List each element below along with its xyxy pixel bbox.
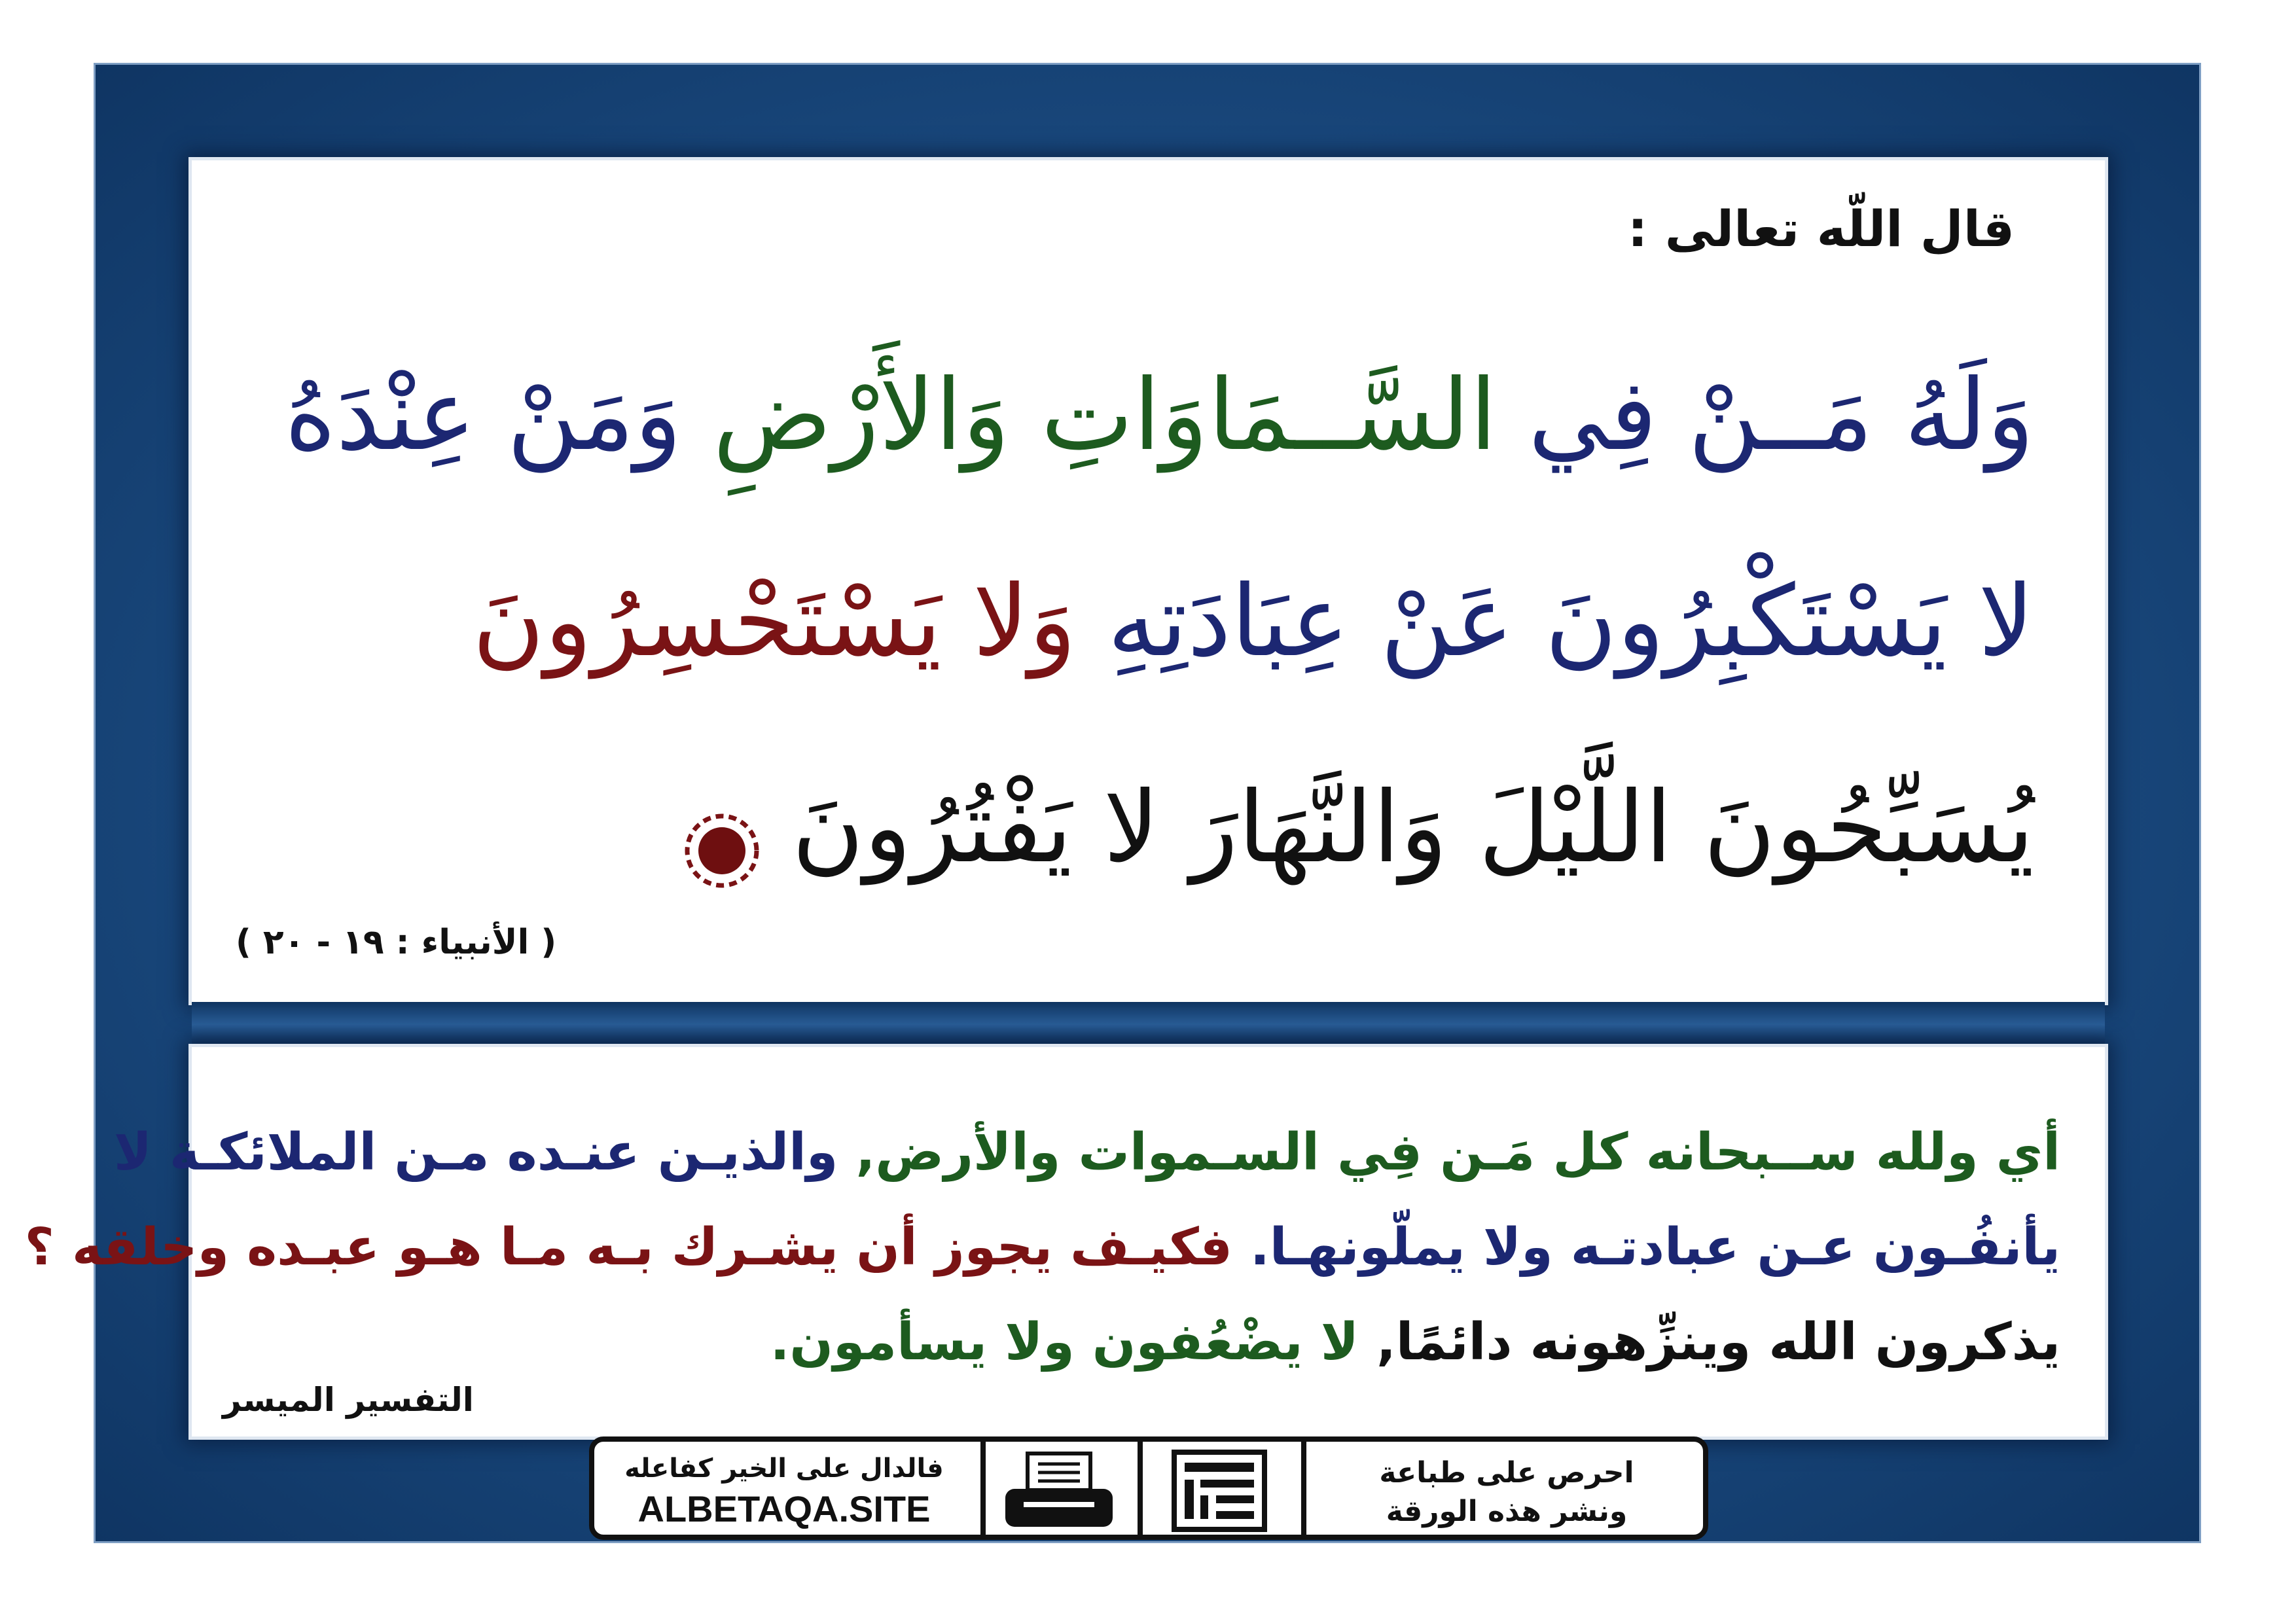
tafsir-segment: يأنفُـون عـن عبادتـه ولا يملّونهـا. [1250, 1218, 2060, 1277]
tafsir-source: التفسير الميسر [223, 1381, 474, 1419]
tafsir-segment: أي ولله ســبحانه كل مَـن فِي السـموات والأرض, [855, 1123, 2060, 1182]
badge-separator [980, 1442, 986, 1535]
tafsir-line-1 [113, 1122, 2060, 1184]
badge-separator [1301, 1442, 1306, 1535]
printer-icon [1000, 1451, 1118, 1531]
panel-divider [192, 1002, 2105, 1047]
tafsir-line-3 [228, 1312, 2060, 1374]
site-link[interactable]: ALBETAQA.SITE [637, 1488, 931, 1529]
verse-segment: لا يَسْتَكْبِرُونَ عَنْ عِبَادَتِهِ [1107, 565, 2034, 679]
verse-segment: وَلَهُ مَــنْ فِي [1528, 359, 2034, 473]
cta-line: احرص على طباعة [1379, 1456, 1634, 1489]
badge-separator [1138, 1442, 1143, 1535]
logo-mark [1170, 1448, 1268, 1533]
tafsir-segment: يذكرون الله وينزِّهونه دائمًا, [1376, 1313, 2060, 1372]
verse-reference: ( الأنبياء : ١٩ - ٢٠ ) [236, 923, 557, 962]
verse-line-3 [202, 769, 2034, 887]
cta-line: ونشر هذه الورقة [1386, 1495, 1628, 1529]
badge-site-block [620, 1454, 948, 1530]
verse-segment: السَّــمَاوَاتِ وَالأَرْضِ [713, 359, 1528, 473]
verse-end-icon [683, 797, 761, 874]
intro-text: قال اللّه تعالى : [1627, 200, 2015, 258]
tafsir-segment: لا يضْعُفون ولا يسأمون. [770, 1313, 1377, 1372]
verse-segment: وَمَنْ عِنْدَهُ [284, 359, 713, 473]
footer-badge [589, 1436, 1708, 1540]
tafsir-segment: والذيـن عنـده مـن الملائكـة لا [113, 1123, 856, 1182]
badge-motto: فالدال على الخير كفاعله [624, 1454, 944, 1484]
verse-line-1 [202, 357, 2034, 474]
tafsir-segment: فكيـف يجوز أن يشـرك بـه مـا هـو عبـده وخلقه ؟ [24, 1218, 1251, 1277]
badge-cta [1369, 1454, 1644, 1531]
verse-segment: وَلا يَسْتَحْسِرُونَ [472, 565, 1107, 679]
verse-segment: يُسَبِّحُونَ اللَّيْلَ وَالنَّهَارَ لا يَفْتُرُونَ [791, 771, 2034, 885]
verse-line-2 [202, 563, 2034, 681]
tafsir-line-2 [24, 1217, 2060, 1279]
